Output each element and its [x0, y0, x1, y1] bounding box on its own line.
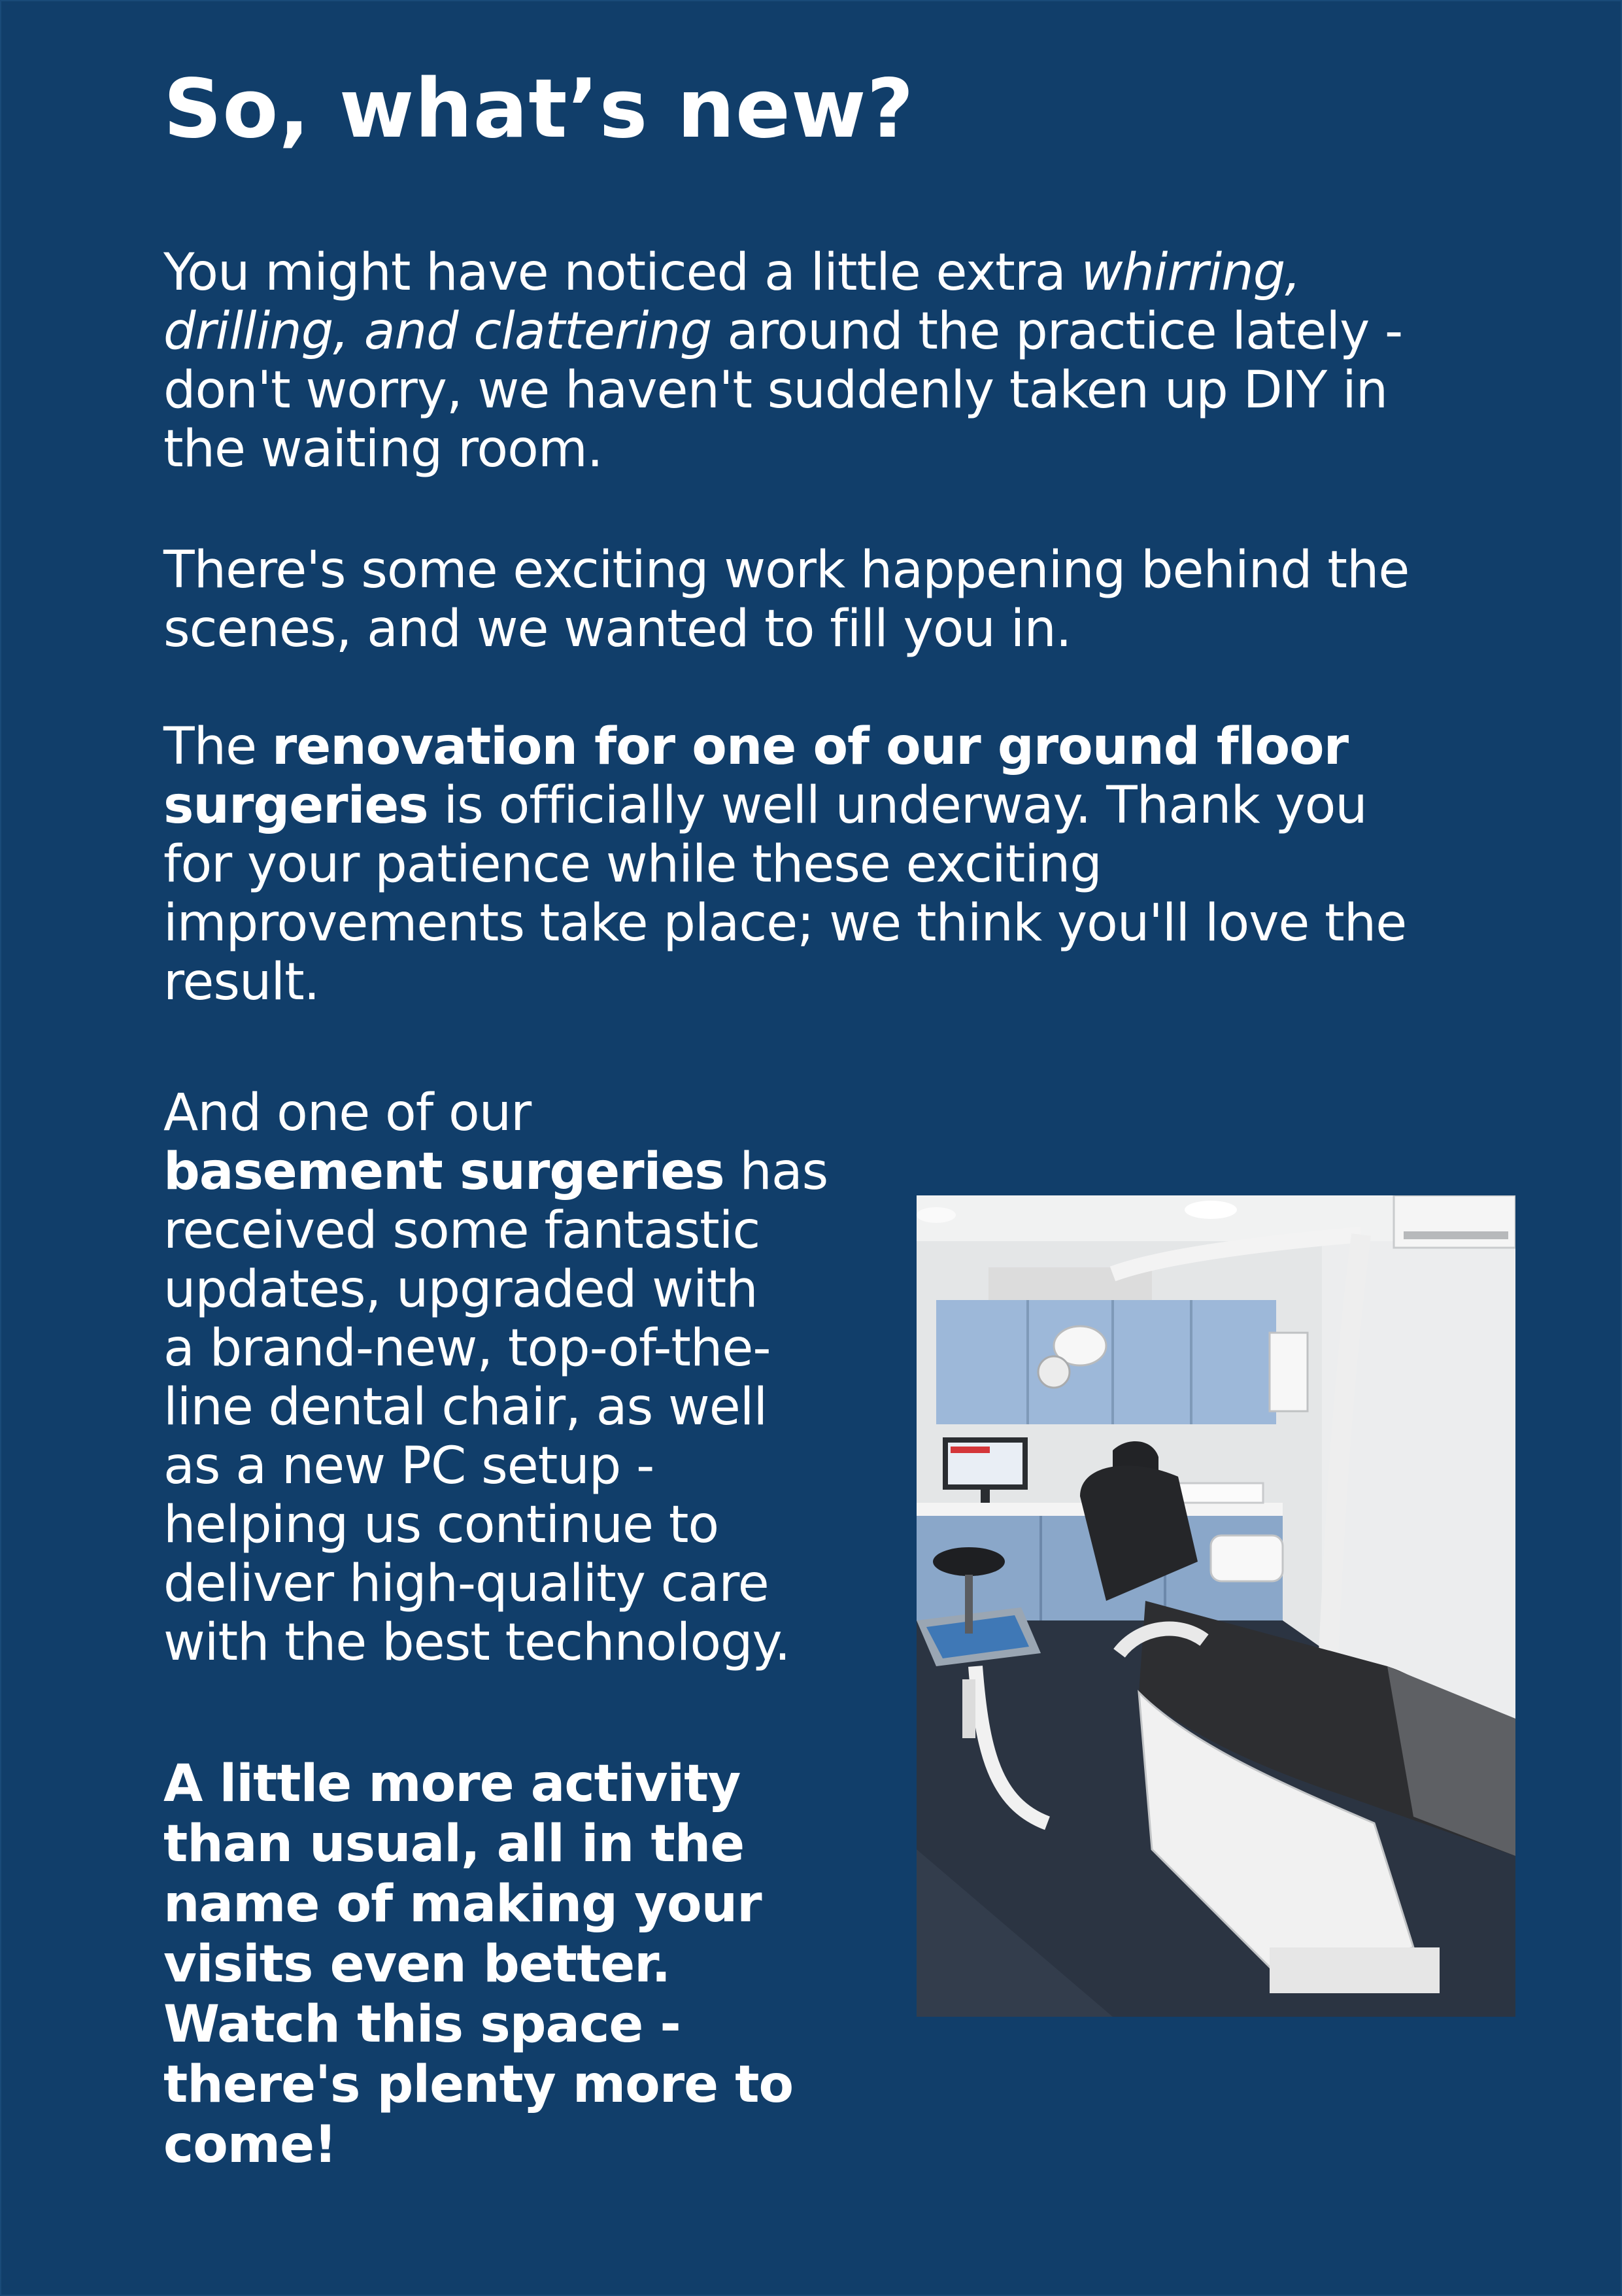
- behind-scenes-paragraph: [163, 541, 1497, 659]
- closing-line-6: there's plenty more to: [163, 2055, 794, 2114]
- basement-text: has: [724, 1142, 828, 1201]
- intro-line-3: don't worry, we haven't suddenly taken up DIY in: [163, 361, 1388, 420]
- intro-italic-text: drilling, and clattering: [163, 302, 712, 361]
- intro-line-2: [163, 302, 1497, 361]
- closing-line-4: visits even better.: [163, 1935, 671, 1994]
- renovation-text: The: [163, 717, 272, 776]
- basement-line-2: [163, 1142, 896, 1201]
- basement-line-9: deliver high-quality care: [163, 1554, 769, 1613]
- renovation-line-3: for your patience while these exciting: [163, 835, 1102, 894]
- renovation-bold-text: renovation for one of our ground floor: [271, 717, 1349, 776]
- closing-line-5: Watch this space -: [163, 1995, 681, 2054]
- basement-line-3: received some fantastic: [163, 1201, 760, 1260]
- renovation-line-4: improvements take place; we think you'll love the: [163, 894, 1407, 953]
- renovation-line-2: [163, 776, 1497, 835]
- intro-text: You might have noticed a little extra: [163, 243, 1081, 302]
- closing-line-7: come!: [163, 2116, 337, 2174]
- behind-scenes-line-2: scenes, and we wanted to fill you in.: [163, 600, 1072, 659]
- behind-scenes-line-1: There's some exciting work happening behind the: [163, 541, 1410, 600]
- dental-surgery-photo: [917, 1195, 1515, 2017]
- basement-line-4: updates, upgraded with: [163, 1260, 758, 1319]
- basement-line-5: a brand-new, top-of-the-: [163, 1319, 771, 1378]
- closing-line-3: name of making your: [163, 1875, 762, 1934]
- closing-line-1: A little more activity: [163, 1755, 741, 1813]
- closing-paragraph: [163, 1754, 896, 2175]
- intro-italic-text: whirring,: [1081, 243, 1301, 302]
- intro-line-4: the waiting room.: [163, 420, 603, 479]
- renovation-text: is officially well underway. Thank you: [428, 776, 1367, 835]
- basement-bold-text: basement surgeries: [163, 1142, 724, 1201]
- renovation-line-5: result.: [163, 953, 320, 1012]
- renovation-paragraph: [163, 717, 1497, 1012]
- intro-text: around the practice lately -: [711, 302, 1403, 361]
- basement-paragraph: [163, 1084, 896, 1672]
- renovation-bold-text: surgeries: [163, 776, 428, 835]
- renovation-line-1: [163, 717, 1497, 776]
- basement-line-1: And one of our: [163, 1084, 532, 1142]
- dental-surgery-illustration: [917, 1195, 1515, 2017]
- closing-line-2: than usual, all in the: [163, 1815, 745, 1874]
- basement-line-7: as a new PC setup -: [163, 1437, 654, 1496]
- intro-paragraph: [163, 243, 1497, 479]
- basement-line-8: helping us continue to: [163, 1496, 719, 1554]
- intro-line-1: [163, 243, 1497, 302]
- basement-line-10: with the best technology.: [163, 1613, 790, 1672]
- basement-line-6: line dental chair, as well: [163, 1378, 768, 1437]
- page-title: So, what’s new?: [163, 62, 915, 156]
